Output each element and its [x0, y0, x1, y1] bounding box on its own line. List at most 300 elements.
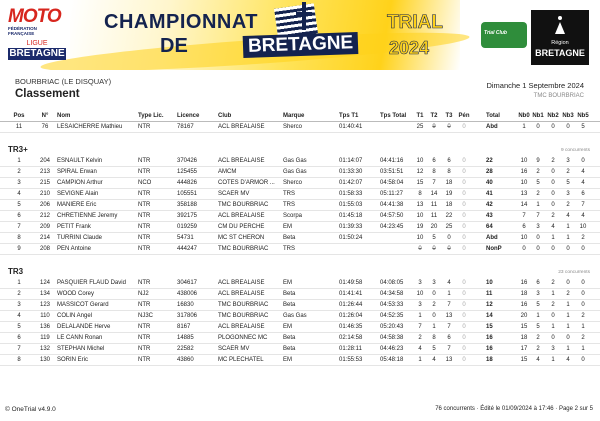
cell-nb1: 5	[536, 180, 540, 186]
cell-licence: 8167	[177, 324, 191, 330]
cell-pen: 0	[462, 213, 466, 219]
cell-lic: NTR	[138, 124, 151, 130]
cell-t1: 01:42:07	[339, 180, 363, 186]
cell-nb2: 2	[551, 280, 555, 286]
cell-nb1: 5	[536, 302, 540, 308]
cell-t1: 01:26:44	[339, 302, 363, 308]
cell-n2: 5	[432, 346, 436, 352]
cell-lic: NTR	[138, 202, 151, 208]
table-row	[0, 333, 600, 344]
cell-nom: LE CANN Ronan	[57, 335, 103, 341]
cell-pos: 1	[17, 158, 21, 164]
cell-nom: CHRETIENNE Jeremy	[57, 213, 118, 219]
cell-nb0: 10	[520, 235, 528, 241]
cell-nb3: 1	[566, 235, 570, 241]
cell-marque: Scorpa	[283, 213, 303, 219]
cell-nb0: 16	[520, 280, 528, 286]
cell-licence: 43860	[177, 357, 194, 363]
table-body	[0, 122, 600, 366]
cell-n3: 1	[447, 291, 451, 297]
section-count: 9 concurrents	[560, 148, 590, 153]
cell-nb0: 6	[522, 224, 526, 230]
cell-n2: 8	[432, 335, 436, 341]
cell-club: CM DU PERCHE	[218, 224, 265, 230]
banner-year: 2024	[389, 38, 430, 58]
col-n3: T3	[445, 113, 453, 119]
cell-nb5: 2	[581, 335, 585, 341]
cell-nb3: 4	[566, 213, 570, 219]
cell-n3: 0	[447, 235, 451, 241]
table-row	[0, 233, 600, 244]
cell-num: 134	[39, 291, 50, 297]
cell-total: 22	[486, 158, 493, 164]
cell-nb2: 0	[551, 180, 555, 186]
cell-lic: NTR	[138, 246, 151, 252]
col-nb1: Nb1	[532, 113, 544, 119]
cell-n1: 10	[416, 235, 424, 241]
cell-n2: 1	[432, 324, 436, 330]
table-header	[0, 111, 600, 122]
col-pen: Pén	[458, 113, 470, 119]
cell-total: NonP	[486, 246, 502, 252]
cell-nom: STEPHAN Michel	[57, 346, 105, 352]
cell-tt: 04:46:23	[380, 346, 404, 352]
col-num: N°	[41, 113, 49, 119]
cell-num: 206	[39, 202, 50, 208]
cell-tt: 04:41:38	[380, 202, 404, 208]
cell-tt: 04:08:05	[380, 280, 404, 286]
cell-tt: 04:41:16	[380, 158, 404, 164]
cell-club: ACL BREALAISE	[218, 158, 265, 164]
cell-marque: EM	[283, 324, 292, 330]
cell-nb3: 2	[566, 202, 570, 208]
cell-tt: 05:48:18	[380, 357, 404, 363]
cell-marque: Beta	[283, 302, 296, 308]
cell-nb5: 0	[581, 302, 585, 308]
cell-lic: NCO	[138, 180, 152, 186]
cell-lic: NTR	[138, 224, 151, 230]
cell-nb5: 0	[581, 280, 585, 286]
footer-version: © OneTrial v4.9.0	[5, 406, 56, 413]
cell-nb5: 0	[581, 158, 585, 164]
cell-nb5: 2	[581, 235, 585, 241]
cell-n3: 7	[447, 346, 451, 352]
cell-marque: Gas Gas	[283, 313, 307, 319]
footer-info: 76 concurrents · Édité le 01/09/2024 à 17:46 · Page 2 sur 5	[435, 406, 593, 412]
cell-licence: 22582	[177, 346, 194, 352]
cell-n3: 0	[447, 124, 451, 130]
cell-nb3: 2	[566, 169, 570, 175]
cell-nom: SORIN Eric	[57, 357, 89, 363]
cell-t1: 01:50:24	[339, 235, 363, 241]
cell-nb1: 2	[536, 191, 540, 197]
cell-n2: 6	[432, 158, 436, 164]
cell-nb3: 2	[566, 291, 570, 297]
cell-licence: 438006	[177, 291, 198, 297]
cell-marque: Sherco	[283, 124, 303, 130]
cell-nb0: 10	[520, 158, 528, 164]
cell-nb0: 17	[520, 346, 528, 352]
col-marque: Marque	[283, 113, 305, 119]
cell-n2: 14	[430, 191, 438, 197]
cell-club: TMC BOURBRIAC	[218, 313, 269, 319]
cell-nb1: 9	[536, 158, 540, 164]
cell-nb5: 10	[579, 224, 587, 230]
cell-pen: 0	[462, 191, 466, 197]
cell-n3: 18	[445, 202, 453, 208]
col-n1: T1	[416, 113, 424, 119]
cell-nb0: 18	[520, 335, 528, 341]
cell-n3: 6	[447, 335, 451, 341]
cell-n2: 8	[432, 169, 436, 175]
cell-total: 18	[486, 357, 493, 363]
cell-n2: 2	[432, 302, 436, 308]
table-row	[0, 211, 600, 222]
cell-lic: NTR	[138, 213, 151, 219]
cell-nb5: 0	[581, 246, 585, 252]
cell-t1: 01:45:18	[339, 213, 363, 219]
cell-nb2: 2	[551, 158, 555, 164]
cell-num: 110	[40, 313, 50, 319]
table-row	[0, 222, 600, 233]
cell-nb2: 0	[551, 246, 555, 252]
cell-t1: 01:58:33	[339, 191, 363, 197]
table-row	[0, 167, 600, 178]
cell-nb0: 15	[520, 357, 528, 363]
cell-nb1: 2	[536, 169, 540, 175]
table-row	[0, 122, 600, 133]
cell-num: 119	[40, 335, 50, 341]
table-row	[0, 311, 600, 322]
cell-nb3: 1	[566, 313, 570, 319]
cell-t1: 01:41:41	[339, 291, 363, 297]
cell-licence: 304617	[177, 280, 198, 286]
cell-licence: 54731	[177, 235, 194, 241]
cell-pos: 2	[17, 169, 21, 175]
cell-licence: 370426	[177, 158, 198, 164]
cell-nom: MANIERE Eric	[57, 202, 97, 208]
col-nb3: Nb3	[562, 113, 574, 119]
table-row	[0, 300, 600, 311]
cell-t1: 01:28:11	[339, 346, 362, 352]
cell-nb1: 6	[536, 280, 540, 286]
cell-pos: 6	[17, 213, 21, 219]
cell-n2: 3	[432, 280, 436, 286]
results-table	[0, 111, 600, 366]
cell-nb3: 1	[566, 302, 570, 308]
cell-num: 76	[41, 124, 49, 130]
cell-n1: 15	[416, 180, 424, 186]
table-row	[0, 189, 600, 200]
cell-nb3: 1	[566, 346, 570, 352]
table-row	[0, 322, 600, 333]
cell-nb2: 0	[551, 335, 555, 341]
cell-nb5: 4	[581, 169, 585, 175]
club-logo	[481, 22, 527, 48]
cell-pos: 8	[17, 235, 21, 241]
section-count: 23 concurrents	[558, 270, 590, 275]
cell-n1: 10	[416, 291, 424, 297]
section-header	[0, 265, 600, 278]
cell-nb1: 1	[536, 313, 540, 319]
cell-total: 43	[486, 213, 493, 219]
event-date: Dimanche 1 Septembre 2024	[486, 81, 584, 90]
cell-nb1: 0	[536, 246, 540, 252]
cell-club: SCAER MV	[218, 191, 250, 197]
cell-nb3: 0	[566, 335, 570, 341]
cell-pos: 4	[17, 191, 21, 197]
cell-nb1: 2	[536, 335, 540, 341]
cell-num: 215	[39, 180, 50, 186]
col-lic: Type Lic.	[138, 113, 164, 119]
col-n2: T2	[430, 113, 438, 119]
col-nb5: Nb5	[577, 113, 589, 119]
cell-licence: 78167	[177, 124, 194, 130]
cell-nb5: 0	[581, 357, 585, 363]
cell-marque: TRS	[283, 246, 295, 252]
ffm-sub-2: FRANÇAISE	[8, 31, 35, 36]
cell-lic: NJ2	[138, 291, 149, 297]
cell-pen: 0	[462, 202, 466, 208]
cell-club: SCAER MV	[218, 346, 250, 352]
banner-trial: TRIAL	[387, 12, 443, 33]
cell-lic: NTR	[138, 324, 151, 330]
cell-nb1: 3	[536, 224, 540, 230]
cell-n1: 12	[416, 169, 424, 175]
cell-pen: 0	[462, 246, 466, 252]
cell-marque: Beta	[283, 291, 296, 297]
cell-total: 11	[486, 291, 493, 297]
cell-marque: TRS	[283, 191, 295, 197]
cell-t1: 01:14:07	[339, 158, 363, 164]
cell-nb0: 18	[520, 291, 528, 297]
cell-num: 124	[39, 280, 50, 286]
cell-pen: 0	[462, 158, 466, 164]
col-t1: Tps T1	[339, 113, 359, 119]
cell-total: 14	[486, 313, 493, 319]
banner-title-line1: CHAMPIONNAT	[104, 11, 259, 33]
cell-nom: MASSICOT Gerard	[57, 302, 109, 308]
cell-tt: 04:53:33	[380, 302, 404, 308]
cell-n3: 19	[445, 191, 453, 197]
cell-num: 130	[39, 357, 50, 363]
cell-n2: 7	[432, 180, 436, 186]
cell-nb3: 4	[566, 357, 570, 363]
cell-n1: 25	[416, 124, 424, 130]
cell-nom: TURRINI Claude	[57, 235, 103, 241]
col-club: Club	[218, 113, 232, 119]
cell-pos: 4	[17, 313, 21, 319]
cell-total: 16	[486, 335, 493, 341]
cell-nb0: 20	[520, 313, 528, 319]
page-title: Classement	[15, 88, 80, 100]
cell-total: 12	[486, 302, 493, 308]
section-title: TR3	[8, 267, 24, 276]
cell-n1: 13	[416, 202, 424, 208]
cell-pos: 6	[17, 335, 21, 341]
cell-num: 209	[39, 224, 50, 230]
col-licence: Licence	[177, 113, 200, 119]
cell-t1: 01:49:58	[339, 280, 363, 286]
cell-nom: LESAICHERRE Mathieu	[57, 124, 123, 130]
cell-club: ACL BREALAISE	[218, 291, 265, 297]
cell-nb2: 0	[551, 202, 555, 208]
cell-n3: 7	[447, 324, 451, 330]
cell-total: 64	[486, 224, 493, 230]
cell-nb0: 13	[520, 191, 528, 197]
cell-n1: 8	[418, 191, 422, 197]
table-row	[0, 244, 600, 255]
ermine-icon	[551, 16, 569, 36]
cell-tt: 05:11:27	[380, 191, 403, 197]
cell-nom: PASQUIER FLAUD David	[57, 280, 126, 286]
cell-nb5: 1	[581, 346, 585, 352]
banner-title-line3: BRETAGNE	[243, 32, 359, 58]
cell-total: 42	[486, 202, 493, 208]
cell-marque: Beta	[283, 346, 296, 352]
cell-club: TMC BOURBRIAC	[218, 246, 269, 252]
cell-nb1: 1	[536, 202, 540, 208]
cell-num: 208	[39, 246, 50, 252]
cell-n2: 20	[430, 224, 438, 230]
cell-total: 41	[486, 191, 493, 197]
cell-num: 212	[39, 213, 50, 219]
cell-nb3: 0	[566, 124, 570, 130]
cell-n1: 2	[418, 335, 422, 341]
cell-club: COTES D'ARMOR ...	[218, 180, 275, 186]
cell-nb0: 14	[520, 202, 528, 208]
cell-pen: 0	[462, 291, 466, 297]
cell-nb3: 0	[566, 246, 570, 252]
cell-pos: 3	[17, 180, 21, 186]
cell-pos: 11	[15, 124, 23, 130]
cell-num: 214	[39, 235, 50, 241]
cell-t1: 02:14:58	[339, 335, 363, 341]
cell-n3: 6	[447, 158, 451, 164]
page-footer	[0, 405, 600, 417]
cell-club: ACL BREALAISE	[218, 280, 265, 286]
cell-n1: 10	[416, 158, 424, 164]
cell-nb5: 0	[581, 291, 585, 297]
cell-licence: 125455	[177, 169, 198, 175]
cell-nb2: 2	[551, 213, 555, 219]
section-gap	[0, 133, 600, 141]
cell-licence: 444247	[177, 246, 198, 252]
cell-tt: 04:57:50	[380, 213, 404, 219]
cell-nb5: 4	[581, 213, 585, 219]
cell-lic: NTR	[138, 169, 151, 175]
cell-club: TMC BOURBRIAC	[218, 202, 269, 208]
cell-nb5: 4	[581, 180, 585, 186]
cell-total: Abd	[486, 124, 498, 130]
cell-nb3: 3	[566, 191, 570, 197]
cell-tt: 04:34:58	[380, 291, 404, 297]
cell-nb3: 1	[566, 224, 570, 230]
cell-pen: 0	[462, 124, 466, 130]
cell-num: 204	[39, 158, 50, 164]
cell-nb0: 15	[520, 324, 528, 330]
cell-num: 213	[39, 169, 50, 175]
cell-club: AMCM	[218, 169, 237, 175]
cell-licence: 16830	[177, 302, 194, 308]
cell-pen: 0	[462, 224, 466, 230]
cell-club: TMC BOURBRIAC	[218, 302, 269, 308]
cell-marque: Gas Gas	[283, 158, 307, 164]
cell-nb5: 7	[581, 202, 585, 208]
cell-nom: SPIRAL Erwan	[57, 169, 97, 175]
cell-n2: 0	[432, 291, 436, 297]
cell-n1: 0	[418, 246, 422, 252]
cell-t1: 01:26:04	[339, 313, 363, 319]
cell-num: 132	[39, 346, 50, 352]
col-pos: Pos	[13, 113, 25, 119]
ligue-region: BRETAGNE	[9, 48, 65, 59]
cell-t1: 01:40:41	[339, 124, 363, 130]
cell-n1: 1	[418, 313, 422, 319]
cell-lic: NTR	[138, 302, 151, 308]
cell-num: 123	[39, 302, 50, 308]
cell-lic: NTR	[138, 335, 151, 341]
cell-nb2: 1	[551, 324, 555, 330]
cell-nb1: 5	[536, 324, 540, 330]
cell-nom: WOOD Corey	[57, 291, 95, 297]
ffm-logo	[8, 8, 66, 60]
col-nb2: Nb2	[547, 113, 559, 119]
club-logo-text: Trial Club	[484, 30, 507, 36]
section-header	[0, 143, 600, 156]
cell-lic: NTR	[138, 346, 151, 352]
cell-nb2: 4	[551, 224, 555, 230]
cell-nb1: 0	[536, 124, 540, 130]
ffm-logo-text: MOTO	[8, 6, 61, 27]
organizing-club: TMC BOURBRIAC	[533, 93, 584, 99]
cell-nb5: 5	[581, 124, 585, 130]
cell-tt: 04:58:38	[380, 335, 404, 341]
col-nom: Nom	[57, 113, 71, 119]
cell-lic: NTR	[138, 158, 151, 164]
cell-total: 10	[486, 280, 493, 286]
cell-pen: 0	[462, 324, 466, 330]
cell-n2: 0	[432, 313, 436, 319]
cell-nb5: 2	[581, 313, 585, 319]
cell-nb2: 0	[551, 313, 555, 319]
cell-total: 40	[486, 180, 493, 186]
cell-lic: NJ3C	[138, 313, 154, 319]
cell-t1: 01:46:35	[339, 324, 363, 330]
cell-num: 136	[39, 324, 50, 330]
region-sub: Région	[551, 40, 569, 46]
cell-nom: PETIT Frank	[57, 224, 91, 230]
cell-total: 15	[486, 324, 493, 330]
cell-licence: 14885	[177, 335, 194, 341]
cell-lic: NTR	[138, 191, 151, 197]
cell-pos: 2	[17, 291, 21, 297]
cell-marque: Gas Gas	[283, 169, 307, 175]
cell-pen: 0	[462, 357, 466, 363]
cell-club: MC PLECHATEL	[218, 357, 264, 363]
cell-n2: 11	[430, 213, 438, 219]
cell-pos: 5	[17, 324, 21, 330]
cell-n3: 13	[445, 357, 453, 363]
cell-n3: 22	[445, 213, 453, 219]
cell-marque: EM	[283, 280, 292, 286]
cell-nb2: 0	[551, 191, 555, 197]
cell-licence: 019259	[177, 224, 198, 230]
region-bretagne-logo	[531, 10, 589, 65]
cell-nom: ESNAULT Kelvin	[57, 158, 103, 164]
cell-pen: 0	[462, 235, 466, 241]
cell-lic: NTR	[138, 357, 151, 363]
